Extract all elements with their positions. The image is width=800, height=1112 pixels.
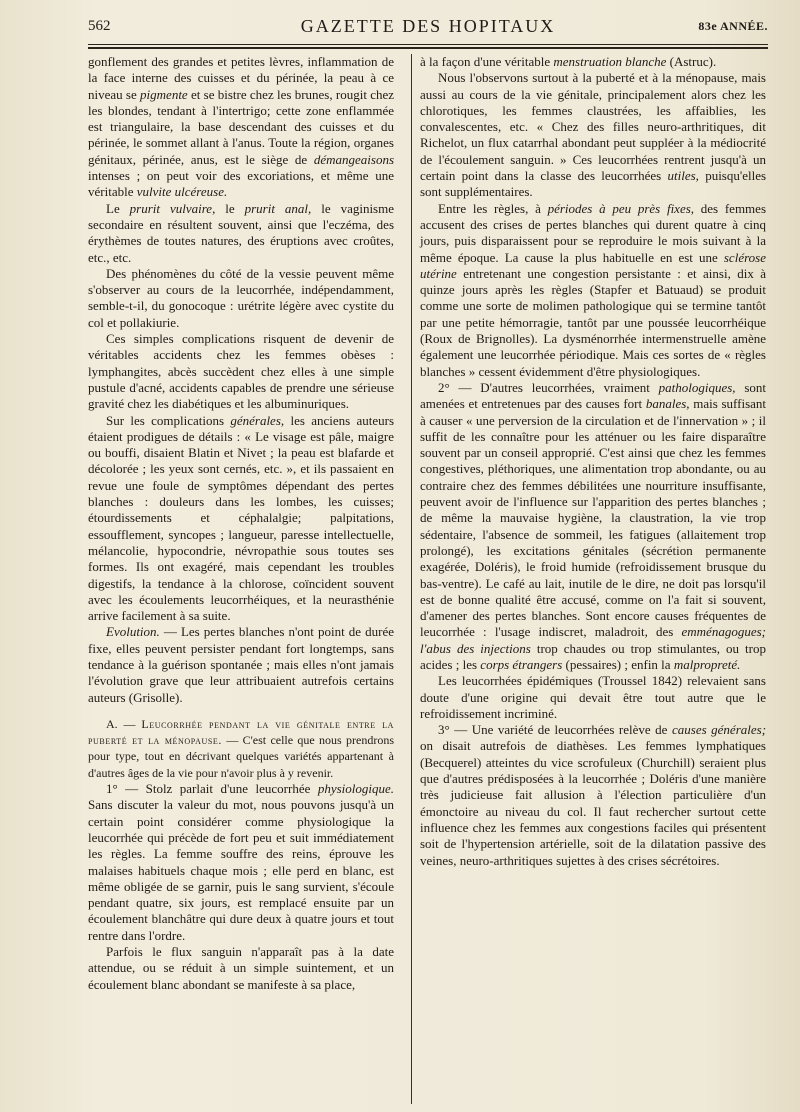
paragraph: Les leucorrhées épidémiques (Troussel 1842) relevaient sans doute d'une origine qui devait être tout autre que le refroidissement incriminé.: [420, 673, 766, 721]
paragraph: Le prurit vulvaire, le prurit anal, le vaginisme secondaire en résultent souvent, ainsi que l'eczéma, des érythèmes de toutes natures, des éruptions avec croûtes, etc., etc.: [88, 200, 394, 265]
paragraph: 1° — Stolz parlait d'une leucorrhée physiologique. Sans discuter la valeur du mot, nous pouvons jusqu'à un certain point considérer comme physiologique la leucorrhée qui précède de fort peu et suit immédiatement les règles. La femme souffre des reins, éprouve les malaises habituels chaque mois ; elle perd en blanc, est même obligée de se garnir, puis le sang survient, s'écoule pendant quatre, six jours, est remplacé ensuite par un écoulement blanchâtre qui dure deux à quatre jours et tout rentre dans l'ordre.: [88, 781, 394, 943]
page-header: [88, 16, 768, 42]
journal-title: GAZETTE DES HOPITAUX: [300, 16, 556, 36]
page-number: 562: [88, 18, 111, 34]
journal-year: 83e ANNÉE.: [698, 19, 768, 33]
left-column: [88, 54, 394, 993]
paragraph: Parfois le flux sanguin n'apparaît pas à la date attendue, ou se réduit à un simple suintement, et un écoulement blanc abondant se manifeste à sa place,: [88, 944, 394, 992]
header-rule-thick: [88, 47, 768, 49]
right-column: [420, 54, 766, 869]
paragraph: Sur les complications générales, les anciens auteurs étaient prodigues de détails : « Le visage est pâle, maigre ou bouffi, disaient Blatin et Nivet ; la peau est blafarde et décolorée ; les yeux sont cernés, etc. », et ils passaient en revue une foule de symptômes dépendant des pertes blanches : douleurs dans les lombes, les cuisses; étourdissements et céphalalgie; palpitations, essoufflement, syncopes ; langueur, paresse intellectuelle, mélancolie, hypocondrie, névropathie sous toutes ses formes. Ils ont exagéré, mais cependant les troubles digestifs, la tendance à la chlorose, coïncident souvent avec les écoulements leucorrhéiques, et la neurasthénie arrive facilement à sa suite.: [88, 412, 395, 624]
paragraph: 3° — Une variété de leucorrhées relève de causes générales; on disait autrefois de diathèses. Les femmes lymphatiques (Becquerel) atteintes du vice scrofuleux (Churchill) seraient plus que d'autres prédisposées à la leucorrhée ; Doléris d'une manière très judicieuse fait allusion à l'élection particulière d'un émonctoire au niveau du col. Il faut rechercher surtout cette influence chez les femmes aux congestions faciles qui présentent soit de l'hypertension artérielle, soit de la dilatation passive des veines, neuro-arthritiques sujettes à des crises sécrétoires.: [420, 722, 767, 868]
paragraph: Evolution. — Les pertes blanches n'ont point de durée fixe, elles peuvent persister pendant fort longtemps, sans tendance à la guérison spontanée ; mais elles n'ont jamais l'évolution grave que leur attribuaient autrefois certains auteurs (Grisolle).: [88, 624, 395, 705]
paragraph: Nous l'observons surtout à la puberté et à la ménopause, mais aussi au cours de la vie génitale, principalement alors chez les chlorotiques, les femmes claustrées, les affaiblies, les convalescentes, etc. « Chez des filles neuro-arthritiques, dit Richelot, un flux catarrhal abondant peut suppléer à la médiocrité de l'écoulement sanguin. » Ces leucorrhées rentrent jusqu'à un certain point dans la classe des leucorrhées utiles, puisqu'elles sont supplémentaires.: [420, 70, 767, 200]
paragraph: 2° — D'autres leucorrhées, vraiment pathologiques, sont amenées et entretenues par des causes fort banales, mais suffisant à causer « une perversion de la circulation et de l'innervation » ; il suffit de les connaître pour les atténuer ou les faire disparaître souvent par un conseil approprié. C'est ainsi que chez les femmes congestives, pléthoriques, une alimentation trop abondante, ou au contraire chez des femmes débilitées une nourriture insuffisante, peuvent avoir de l'influence sur l'apparition des pertes blanches ; de même la mauvaise hygiène, la claustration, la vie trop sédentaire, l'absence de sommeil, les fatigues (allaitement trop prolongé), les excitations génitales (sécrétion permanente exagérée, Doléris), le froid humide (refroidissement brusque du bas-ventre). Le café au lait, inutile de le dire, ne doit pas lorsqu'il est de bonne qualité être accusé, comme on l'a fait si souvent, d'amener des pertes blanches. Sont encore causes fréquentes de leucorrhée : l'usage indiscret, maladroit, des emménagogues; l'abus des injections trop chaudes ou trop stimulantes, ou trop acides ; les corps étrangers (pessaires) ; enfin la malpropreté.: [420, 379, 767, 672]
paragraph: à la façon d'une véritable menstruation blanche (Astruc).: [420, 54, 717, 69]
paragraph: Des phénomènes du côté de la vessie peuvent même s'observer au cours de la leucorrhée, indépendamment, semble-t-il, du gonocoque : urétrite légère avec cystite du col et pollakiurie.: [88, 265, 394, 330]
paragraph: gonflement des grandes et petites lèvres, inflammation de la face interne des cuisses et du périnée, la peau à ce niveau se pigmente et se bistre chez les brunes, rougit chez les blondes, tendant à l'intertrigo; cette zone enflammée est triangulaire, la base descendant des cuisses et du périnée, le sommet allant à l'anus. Toute la région, organes génitaux, périnée, anus, est le siège de démangeaisons intenses ; on peut voir des excoriations, et même une véritable vulvite ulcéreuse.: [88, 54, 395, 200]
section-heading-paragraph: A. — Leucorrhée pendant la vie génitale entre la puberté et la ménopause. — C'est celle que nous prendrons pour type, tout en décrivant quelques variétés appartenant à d'autres âges de la vie pour n'avoir plus à y revenir.: [88, 716, 395, 780]
header-rule-thin: [88, 44, 768, 45]
paragraph: Ces simples complications risquent de devenir de véritables accidents chez les femmes obèses : lymphangites, abcès succèdent chez elles à une simple pustule d'acné, accidents capables de prendre une sérieuse gravité chez les diabétiques et les albuminuriques.: [88, 331, 394, 412]
column-divider: [411, 54, 412, 1104]
paragraph: Entre les règles, à périodes à peu près fixes, des femmes accusent des crises de pertes blanches qui durent quatre à cinq jours, puis disparaissent pour se reproduire le mois suivant à la même époque. La cause la plus habituelle en est une sclérose utérine entretenant une congestion persistante : et ainsi, dix à quinze jours après les règles (Stapfer et Batuaud) se produit comme une sorte de molimen pathologique qui se termine tantôt par une petite hémorragie, tantôt par une poussée leucorrhéique (Roux de Brignolles). La dysménorrhée intermenstruelle amène également une leucorrhée périodique. Mais ces sortes de « règles blanches » cessent évidemment d'être physiologiques.: [420, 200, 767, 379]
